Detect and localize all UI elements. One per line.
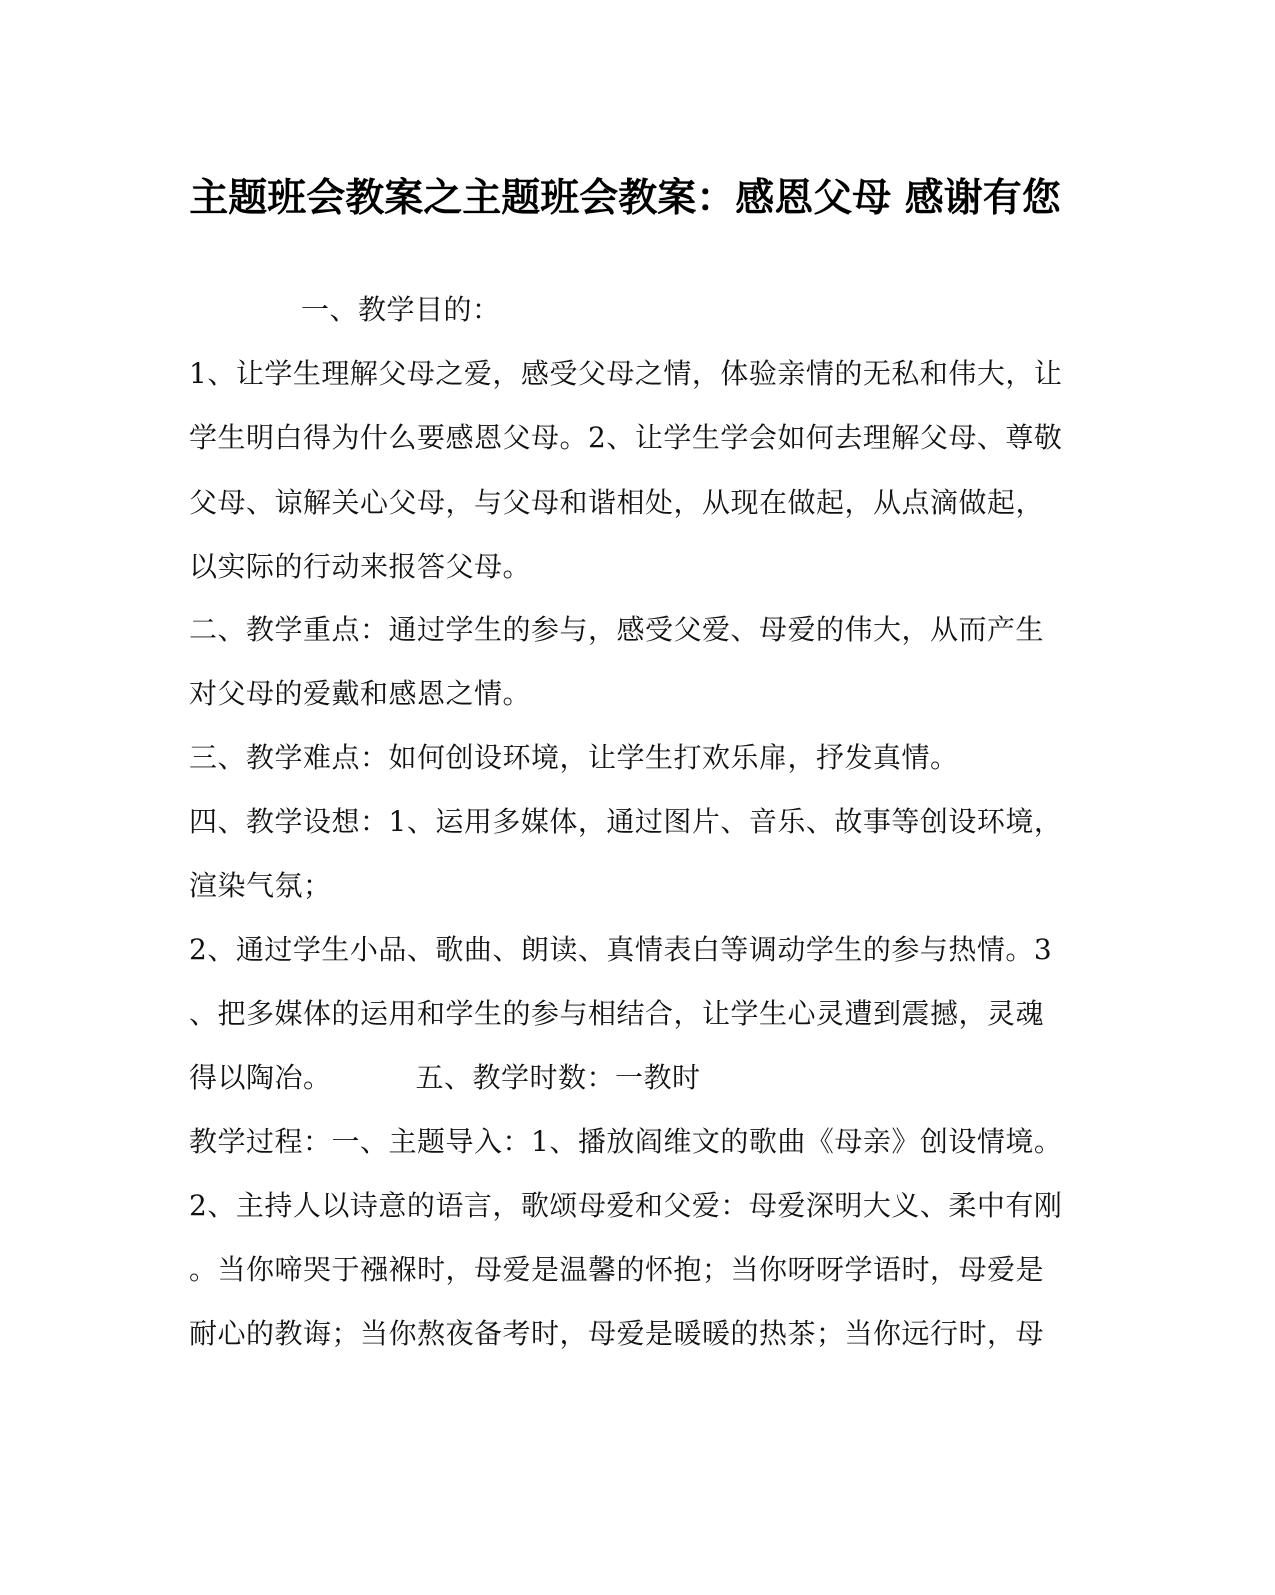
body-line: 2、通过学生小品、歌曲、朗读、真情表白等调动学生的参与热情。3 (189, 933, 1053, 966)
body-line: 。当你啼哭于襁褓时，母爱是温馨的怀抱；当你呀呀学语时，母爱是 (189, 1253, 1045, 1286)
body-line (189, 1058, 1079, 1098)
body-line: 2、主持人以诗意的语言，歌颂母爱和父爱：母爱深明大义、柔中有刚 (189, 1189, 1063, 1222)
body-line-part: 得以陶冶。 (189, 1061, 332, 1094)
body-line: 以实际的行动来报答父母。 (189, 550, 532, 583)
body-line: 四、教学设想：1、运用多媒体，通过图片、音乐、故事等创设环境， (189, 805, 1063, 838)
body-line: 、把多媒体的运用和学生的参与相结合，让学生心灵遭到震撼，灵魂 (189, 997, 1045, 1030)
body-line: 三、教学难点：如何创设环境，让学生打欢乐扉，抒发真情。 (189, 741, 959, 774)
body-line: 学生明白得为什么要感恩父母。2、让学生学会如何去理解父母、尊敬 (189, 421, 1063, 454)
section-heading-objectives: 一、教学目的： (301, 293, 501, 326)
body-line: 1、让学生理解父母之爱，感受父母之情，体验亲情的无私和伟大，让 (189, 357, 1063, 390)
body-line: 教学过程：一、主题导入：1、播放阎维文的歌曲《母亲》创设情境。 (189, 1125, 1063, 1158)
body-line: 耐心的教诲；当你熬夜备考时，母爱是暖暖的热茶；当你远行时，母 (189, 1317, 1045, 1350)
document-title: 主题班会教案之主题班会教案：感恩父母 感谢有您 (189, 175, 1061, 221)
section-heading-hours: 五、教学时数：一教时 (415, 1061, 701, 1094)
body-line: 渲染气氛； (189, 869, 332, 902)
body-line: 父母、谅解关心父母，与父母和谐相处，从现在做起，从点滴做起， (189, 486, 1045, 519)
body-line: 对父母的爱戴和感恩之情。 (189, 677, 532, 710)
body-line: 二、教学重点：通过学生的参与，感受父爱、母爱的伟大，从而产生 (189, 613, 1045, 646)
